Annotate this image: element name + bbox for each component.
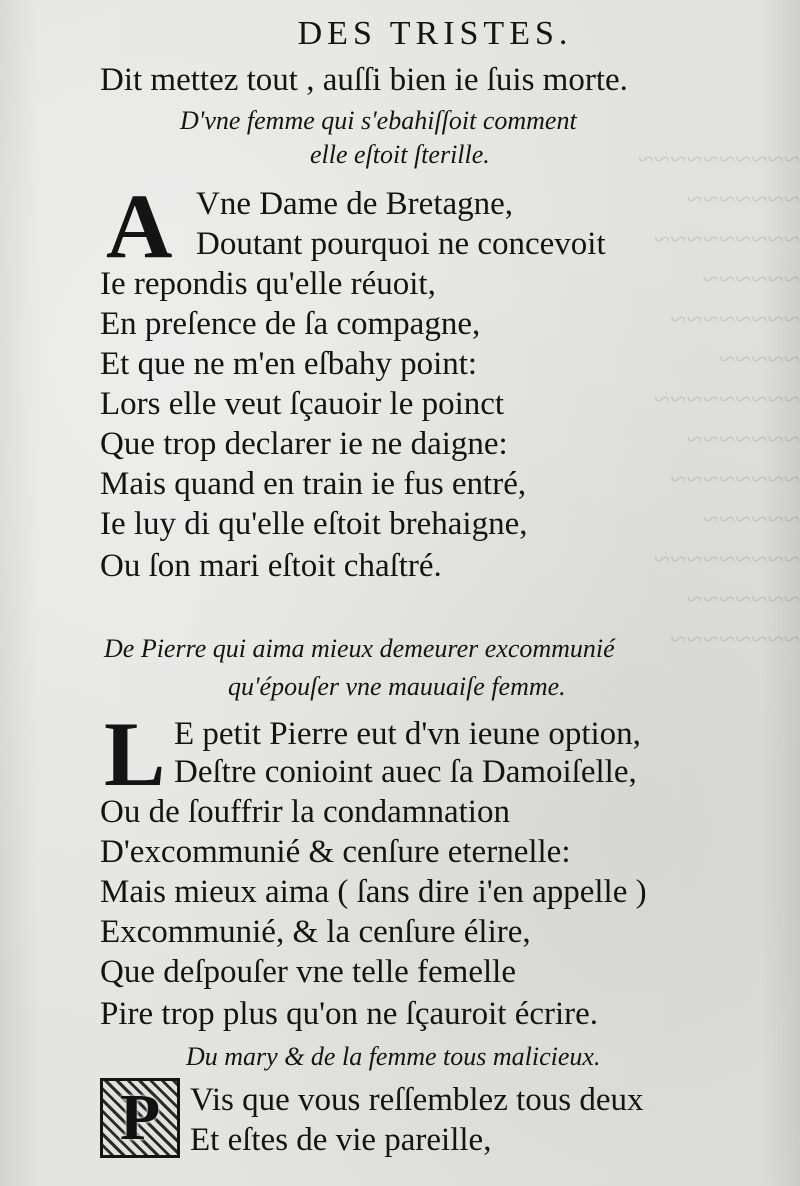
- poem1-title-line-2: elle eſtoit ſterille.: [310, 140, 490, 169]
- poem2-line: Ou de ſouffrir la condamnation: [100, 794, 510, 830]
- poem2-drop-cap: L: [104, 703, 166, 805]
- continued-line: Dit mettez tout , auſſi bien ie ſuis morte.: [100, 62, 628, 98]
- poem3-line: Et eſtes de vie pareille,: [190, 1122, 492, 1158]
- poem2-title-line-2: qu'épouſer vne mauuaiſe femme.: [228, 672, 566, 701]
- running-header: DES TRISTES.: [297, 15, 573, 52]
- poem1-title-line-1: D'vne femme qui s'ebahiſſoit comment: [180, 106, 577, 135]
- poem2-line: Mais mieux aima ( ſans dire i'en appelle ): [100, 874, 647, 910]
- poem3-drop-cap: P: [119, 1081, 161, 1154]
- poem1-line: Ou ſon mari eſtoit chaſtré.: [100, 548, 442, 584]
- poem1-line: Ie repondis qu'elle réuoit,: [100, 266, 436, 302]
- poem1-drop-cap: A: [106, 175, 173, 277]
- poem2-line: Excommunié, & la cenſure élire,: [100, 914, 531, 950]
- poem1-line: Doutant pourquoi ne concevoit: [196, 226, 606, 262]
- poem1-line: Mais quand en train ie fus entré,: [100, 466, 527, 502]
- poem2-title-line-1: De Pierre qui aima mieux demeurer excommunié: [104, 634, 615, 663]
- poem3-line: Vis que vous reſſemblez tous deux: [190, 1082, 644, 1118]
- poem1-line: Lors elle veut ſçauoir le poinct: [100, 386, 505, 422]
- ornamental-initial: [100, 1078, 180, 1158]
- poem1-line: Vne Dame de Bretagne,: [196, 186, 514, 222]
- poem1-line: En preſence de ſa compagne,: [100, 306, 481, 342]
- poem2-line: D'excommunié & cenſure eternelle:: [100, 834, 571, 870]
- show-through-texture: ~~~~~~~~~~ ~~~~~~~ ~~~~~~~~~ ~~~~~~ ~~~~~~~~ ~~~~~ ~~~~~~~~~ ~~~~~~~ ~~~~~~~~ ~~~~~~ ~~~~~~~~~ ~~~~~~~ ~~~~~~~~: [637, 143, 800, 656]
- poem2-line: E petit Pierre eut d'vn ieune option,: [174, 716, 641, 752]
- poem3-title: Du mary & de la femme tous malicieux.: [186, 1042, 601, 1071]
- poem2-line: Que deſpouſer vne telle femelle: [100, 954, 516, 990]
- poem2-line: Pire trop plus qu'on ne ſçauroit écrire.: [100, 996, 599, 1032]
- poem1-line: Que trop declarer ie ne daigne:: [100, 426, 508, 462]
- poem1-line: Ie luy di qu'elle eſtoit brehaigne,: [100, 506, 528, 542]
- poem1-line: Et que ne m'en eſbahy point:: [100, 346, 478, 382]
- poem2-line: Deſtre conioint auec ſa Damoiſelle,: [174, 754, 637, 790]
